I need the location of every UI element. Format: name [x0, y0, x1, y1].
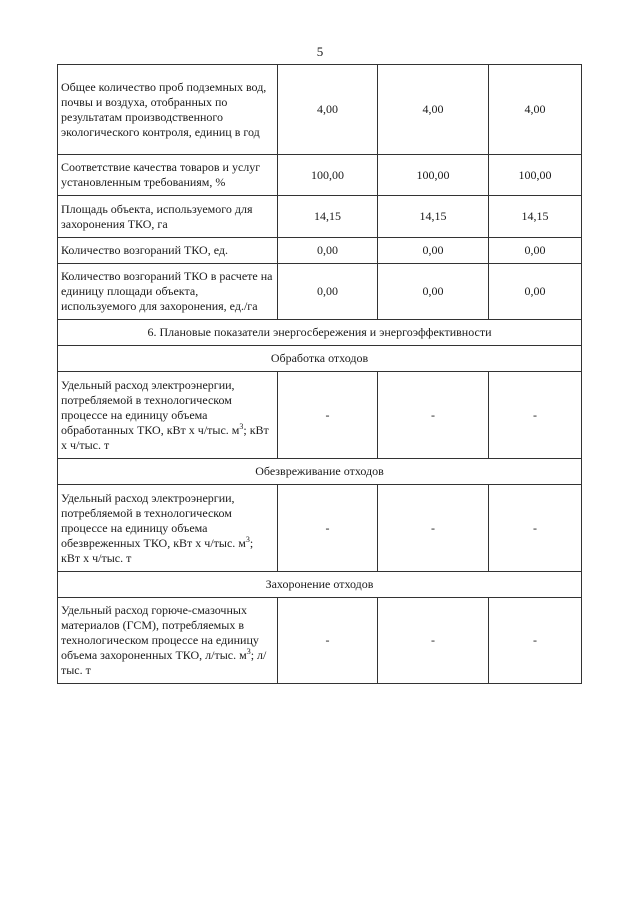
row-value: -: [278, 598, 378, 684]
row-label: Площадь объекта, используемого для захоронения ТКО, га: [58, 196, 278, 238]
table-row: [58, 196, 582, 238]
subsection-header-row: [58, 459, 582, 485]
row-value: 14,15: [489, 196, 582, 238]
subsection-title-neutralization: Обезвреживание отходов: [58, 459, 582, 485]
row-value: 0,00: [489, 238, 582, 264]
page-number: 5: [316, 44, 324, 59]
row-label: [58, 598, 278, 684]
table-row: [58, 65, 582, 155]
row-label-text: ; кВт х ч/тыс. т: [61, 535, 254, 565]
row-value: 0,00: [378, 238, 489, 264]
row-value: 14,15: [278, 196, 378, 238]
row-value: 100,00: [278, 155, 378, 196]
row-value: -: [378, 372, 489, 459]
subsection-header-row: [58, 572, 582, 598]
table-row: [58, 264, 582, 320]
table-row: [58, 155, 582, 196]
row-value: -: [278, 485, 378, 572]
row-value: 0,00: [278, 264, 378, 320]
row-value: 4,00: [378, 65, 489, 155]
row-value: 0,00: [378, 264, 489, 320]
row-label-text: Удельный расход электроэнергии, потребляемой в технологическом процессе на единицу объема обработанных ТКО, кВт х ч/тыс. м: [61, 377, 240, 437]
row-label: Соответствие качества товаров и услуг установленным требованиям, %: [58, 155, 278, 196]
row-label: [58, 372, 278, 459]
subsection-title-burial: Захоронение отходов: [58, 572, 582, 598]
subsection-header-row: [58, 346, 582, 372]
row-value: 100,00: [489, 155, 582, 196]
row-value: -: [378, 485, 489, 572]
row-label: Общее количество проб подземных вод, почвы и воздуха, отобранных по результатам производственного экологического контроля, единиц в год: [58, 65, 278, 155]
row-value: 0,00: [278, 238, 378, 264]
subsection-title-processing: Обработка отходов: [58, 346, 582, 372]
row-label-text: ; л/тыс. т: [61, 648, 267, 677]
row-label-text: Удельный расход горюче-смазочных материалов (ГСМ), потребляемых в технологическом процессе на единицу объема захороненных ТКО, л/тыс. м: [61, 603, 259, 662]
row-value: -: [378, 598, 489, 684]
superscript: 3: [246, 647, 251, 656]
row-label: Количество возгораний ТКО в расчете на единицу площади объекта, используемого для захоронения, ед./га: [58, 264, 278, 320]
row-value: 4,00: [489, 65, 582, 155]
section-header-row: [58, 320, 582, 346]
indicators-table: [57, 64, 582, 684]
row-value: 100,00: [378, 155, 489, 196]
row-value: 0,00: [489, 264, 582, 320]
row-value: 4,00: [278, 65, 378, 155]
row-value: 14,15: [378, 196, 489, 238]
table-row: [58, 238, 582, 264]
table-row: [58, 485, 582, 572]
table-row: [58, 598, 582, 684]
row-value: -: [489, 372, 582, 459]
row-value: -: [489, 598, 582, 684]
section-title: 6. Плановые показатели энергосбережения и энергоэффективности: [58, 320, 582, 346]
row-value: -: [489, 485, 582, 572]
row-label: Количество возгораний ТКО, ед.: [58, 238, 278, 264]
row-label: [58, 485, 278, 572]
row-value: -: [278, 372, 378, 459]
superscript: 3: [245, 534, 250, 544]
row-label-text: Удельный расход электроэнергии, потребляемой в технологическом процессе на единицу объема обезвреженных ТКО, кВт х ч/тыс. м: [61, 490, 246, 550]
superscript: 3: [239, 421, 244, 431]
table-row: [58, 372, 582, 459]
row-label-text: ; кВт х ч/тыс. т: [61, 422, 269, 452]
